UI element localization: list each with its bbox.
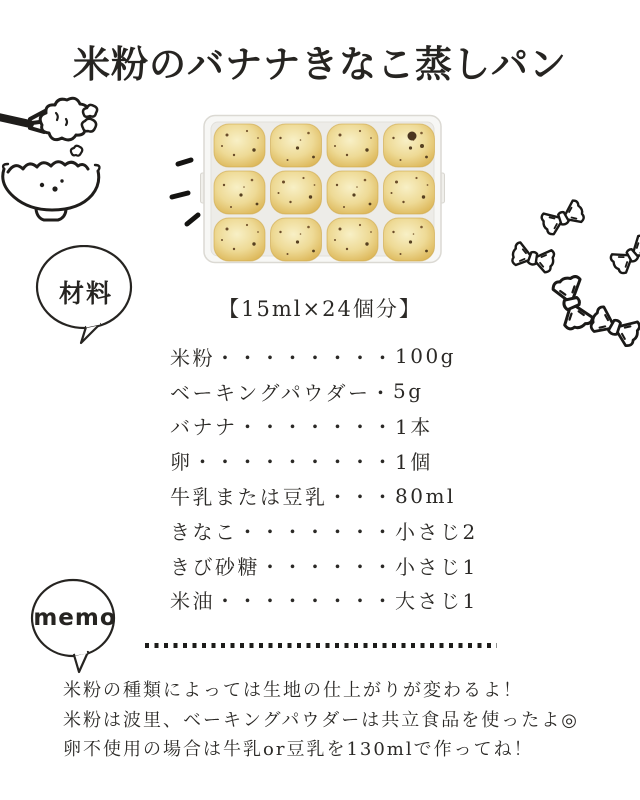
ingredient-row	[170, 443, 510, 478]
dot-leader: ・・・・・・・	[237, 519, 395, 544]
ingredient-list	[170, 339, 510, 617]
ingredient-amount: 大さじ1	[395, 589, 478, 614]
ingredient-row	[170, 478, 510, 513]
dotted-separator	[145, 643, 497, 648]
ingredients-bubble-label: 材料	[58, 279, 113, 308]
ingredient-amount: 1個	[395, 450, 433, 475]
ingredient-amount: 80ml	[395, 483, 456, 508]
ingredient-name: きなこ	[170, 519, 238, 544]
recipe-photo	[200, 113, 445, 265]
ingredient-row	[170, 374, 510, 409]
dot-leader: ・・・	[327, 485, 395, 510]
ingredient-name: 米粉	[170, 345, 215, 370]
ingredient-amount: 100g	[395, 344, 456, 369]
ingredient-name: 牛乳または豆乳	[170, 485, 328, 510]
dot-leader: ・・・・・・・・	[215, 345, 395, 370]
dot-leader: ・・・・・・・	[237, 415, 395, 440]
memo-bubble	[30, 578, 120, 676]
ingredient-name: 卵	[170, 450, 193, 475]
memo-bubble-label: memo	[33, 605, 117, 631]
page-title: 米粉のバナナきなこ蒸しパン	[73, 43, 567, 86]
ingredient-name: 米油	[170, 589, 215, 614]
ingredient-row	[170, 339, 510, 374]
dot-leader: ・・・・・・・・・	[192, 450, 395, 475]
dot-leader: ・・・・・・	[260, 554, 395, 579]
ingredient-name: ベーキングパウダー	[170, 380, 371, 405]
memo-line: 米粉の種類によっては生地の仕上がりが変わるよ！	[63, 680, 523, 701]
bowl-and-whisk-doodle	[0, 95, 118, 233]
bowtie-pasta-doodle	[500, 185, 640, 350]
ingredient-row	[170, 409, 510, 444]
ingredient-row	[170, 513, 510, 548]
ingredient-amount: 5g	[393, 379, 424, 404]
dot-leader: ・・・・・・・・	[215, 589, 395, 614]
dot-leader: ・	[370, 380, 393, 405]
memo-line: 米粉は波里、ベーキングパウダーは共立食品を使ったよ◎	[63, 709, 579, 731]
ingredient-row	[170, 548, 510, 583]
ingredient-row	[170, 583, 510, 618]
serving-size: 【15ml×24個分】	[218, 297, 422, 321]
memo-line: 卵不使用の場合は牛乳or豆乳を130mlで作ってね！	[63, 739, 534, 760]
ingredient-amount: 1本	[395, 415, 433, 440]
memo-text	[63, 676, 628, 765]
ingredient-amount: 小さじ1	[395, 554, 478, 579]
ingredient-name: バナナ	[170, 415, 238, 440]
ingredient-amount: 小さじ2	[395, 519, 478, 544]
ingredient-name: きび砂糖	[170, 554, 260, 579]
